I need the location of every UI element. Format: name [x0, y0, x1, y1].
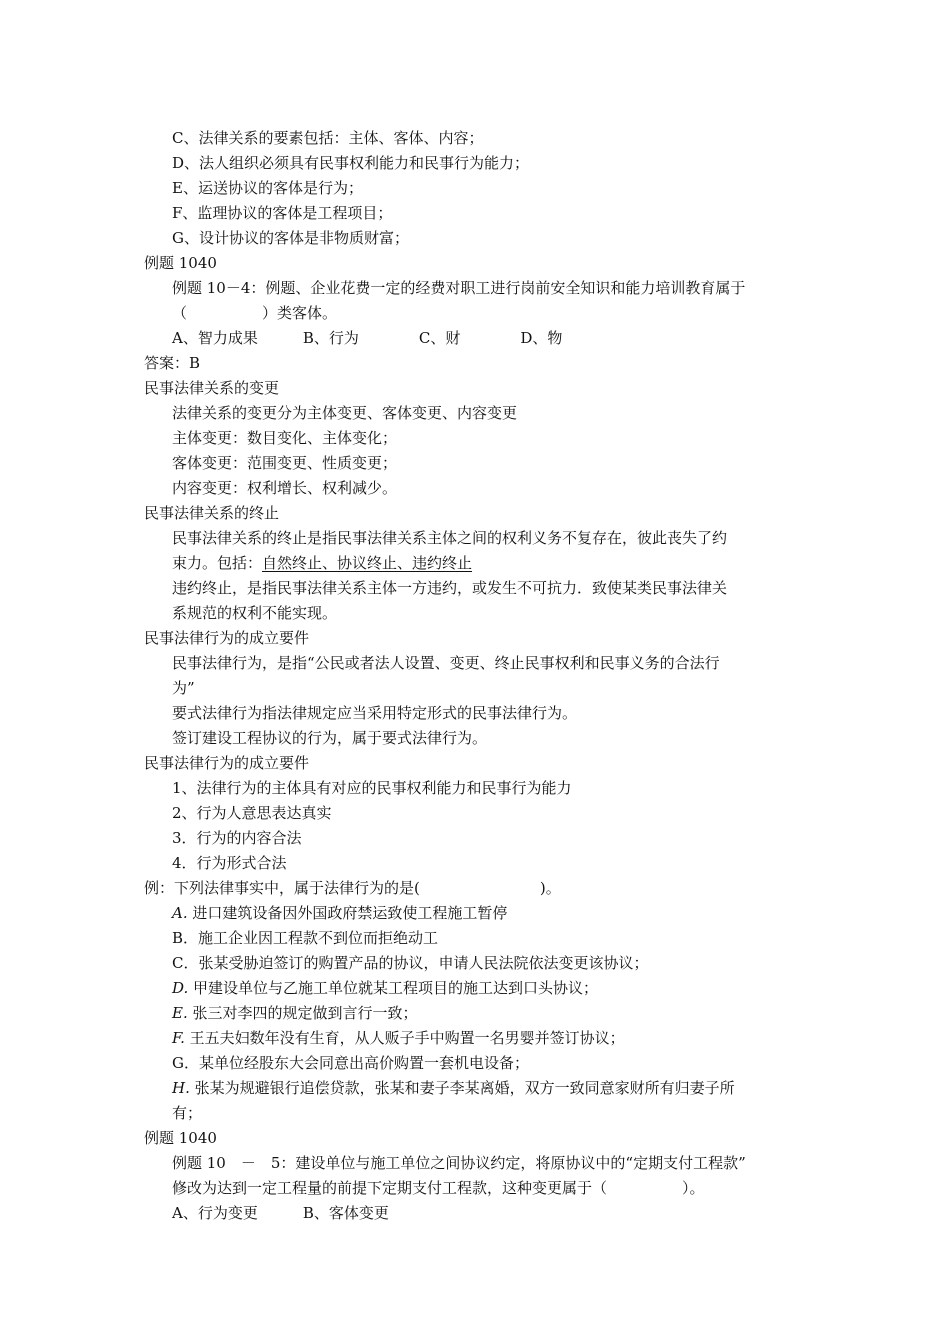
question-line: 例：下列法律事实中，属于法律行为的是( )。: [144, 879, 561, 897]
text-line: 违约终止，是指民事法律关系主体一方违约，或发生不可抗力．致使某类民事法律关: [172, 579, 728, 597]
text-line: G、设计协议的客体是非物质财富；: [172, 229, 409, 247]
text-line: 要式法律行为指法律规定应当采用特定形式的民事法律行为。: [172, 704, 578, 722]
section-heading: 民事法律关系的终止: [144, 504, 280, 522]
section-heading: 民事法律行为的成立要件: [144, 754, 310, 772]
text-span: 束力。包括：: [172, 554, 263, 572]
text-line: 有；: [172, 1104, 203, 1122]
text-line: F、监理协议的客体是工程项目；: [172, 204, 393, 222]
option-line: B．施工企业因工程款不到位而拒绝动工: [172, 929, 439, 947]
section-heading: 民事法律行为的成立要件: [144, 629, 310, 647]
answer-options: A、行为变更 B、客体变更: [172, 1204, 389, 1222]
section-heading: 例题 1040: [144, 254, 217, 272]
option-letter: D.: [172, 979, 189, 997]
option-line: [172, 1003, 418, 1023]
option-text: 进口建筑设备因外国政府禁运致使工程施工暂停: [187, 904, 508, 922]
section-heading: 民事法律关系的变更: [144, 379, 280, 397]
text-line: [172, 553, 472, 573]
option-line: [172, 978, 598, 998]
text-line: E、运送协议的客体是行为；: [172, 179, 363, 197]
list-item: 4．行为形式合法: [172, 854, 287, 872]
option-line: [172, 903, 507, 923]
answer-options: A、智力成果 B、行为 C、财 D、物: [172, 329, 563, 347]
text-line: 客体变更：范围变更、性质变更；: [172, 454, 398, 472]
text-line: D、法人组织必须具有民事权利能力和民事行为能力；: [172, 154, 530, 172]
text-line: 例题 10 － 5：建设单位与施工单位之间协议约定，将原协议中的“定期支付工程款”: [172, 1154, 746, 1172]
text-line: 修改为达到一定工程量的前提下定期支付工程款，这种变更属于（ ）。: [172, 1179, 705, 1197]
text-line: 法律关系的变更分为主体变更、客体变更、内容变更: [172, 404, 518, 422]
list-item: 2、行为人意思表达真实: [172, 804, 332, 822]
option-text: 张某为规避银行追偿贷款，张某和妻子李某离婚，双方一致同意家财所有归妻子所: [189, 1079, 735, 1097]
text-line: 例题 10－4：例题、企业花费一定的经费对职工进行岗前安全知识和能力培训教育属于: [172, 279, 746, 297]
list-item: 1、法律行为的主体具有对应的民事权利能力和民事行为能力: [172, 779, 572, 797]
text-line: 为”: [172, 679, 195, 697]
option-letter: H.: [172, 1079, 190, 1097]
option-text: 王五夫妇数年没有生育，从人贩子手中购置一名男婴并签订协议；: [184, 1029, 625, 1047]
underlined-text: 自然终止、协议终止、违约终止: [262, 554, 473, 572]
option-letter: E.: [172, 1004, 188, 1022]
text-line: C、法律关系的要素包括：主体、客体、内容；: [172, 129, 484, 147]
text-line: 主体变更：数目变化、主体变化；: [172, 429, 398, 447]
text-line: 民事法律关系的终止是指民事法律关系主体之间的权利义务不复存在，彼此丧失了约: [172, 529, 728, 547]
option-line: G．某单位经股东大会同意出高价购置一套机电设备；: [172, 1054, 529, 1072]
text-line: 民事法律行为，是指“公民或者法人设置、变更、终止民事权利和民事义务的合法行: [172, 654, 720, 672]
text-line: 签订建设工程协议的行为，属于要式法律行为。: [172, 729, 488, 747]
option-letter: A.: [172, 904, 188, 922]
list-item: 3．行为的内容合法: [172, 829, 302, 847]
option-text: 甲建设单位与乙施工单位就某工程项目的施工达到口头协议；: [188, 979, 599, 997]
option-line: [172, 1028, 625, 1048]
answer-line: 答案：B: [144, 354, 201, 372]
text-line: 内容变更：权利增长、权利减少。: [172, 479, 398, 497]
option-text: 张三对李四的规定做到言行一致；: [187, 1004, 418, 1022]
option-letter: F.: [172, 1029, 185, 1047]
section-heading: 例题 1040: [144, 1129, 217, 1147]
option-line: C．张某受胁迫签订的购置产品的协议，申请人民法院依法变更该协议；: [172, 954, 649, 972]
option-line: [172, 1078, 735, 1098]
text-line: （ ）类客体。: [172, 304, 338, 322]
text-line: 系规范的权利不能实现。: [172, 604, 338, 622]
